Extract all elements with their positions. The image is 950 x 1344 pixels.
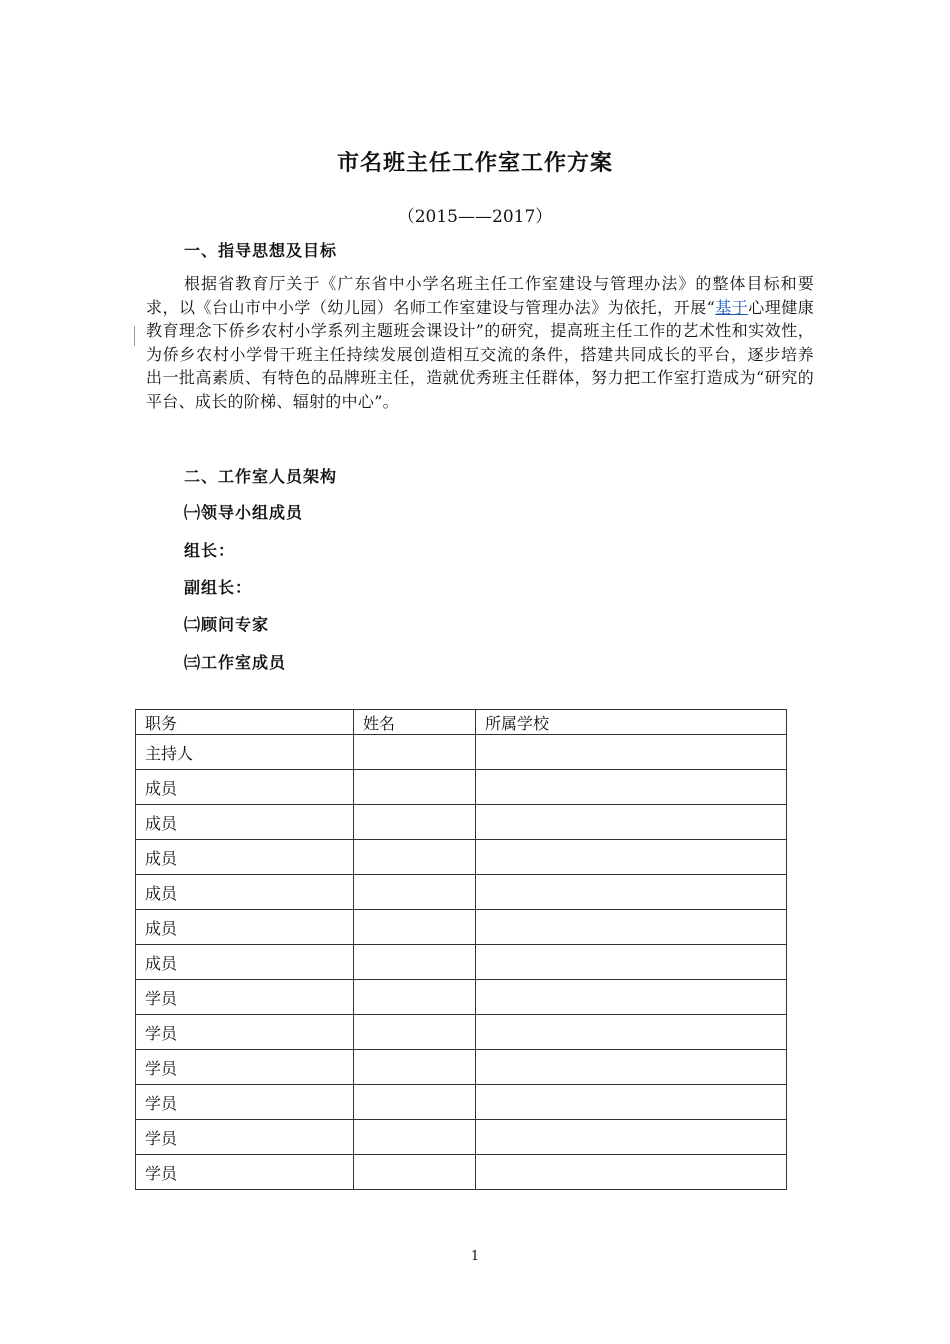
cell-name[interactable] xyxy=(354,980,476,1015)
cell-role: 学员 xyxy=(136,1015,354,1050)
cell-name[interactable] xyxy=(354,910,476,945)
cell-name[interactable] xyxy=(354,1155,476,1190)
cell-role: 成员 xyxy=(136,805,354,840)
hyperlink-jiyu[interactable]: 基于 xyxy=(715,297,749,317)
cell-school[interactable] xyxy=(476,1015,787,1050)
cell-role: 主持人 xyxy=(136,735,354,770)
cell-school[interactable] xyxy=(476,910,787,945)
subheading-advisory-experts: ㈡顾问专家 xyxy=(184,615,270,634)
cell-name[interactable] xyxy=(354,1050,476,1085)
revision-margin-mark xyxy=(134,326,135,346)
table-row xyxy=(136,980,787,1015)
cell-school[interactable] xyxy=(476,1155,787,1190)
cell-school[interactable] xyxy=(476,875,787,910)
subheading-leadership-group: ㈠领导小组成员 xyxy=(184,503,304,522)
table-row xyxy=(136,1085,787,1120)
cell-role: 成员 xyxy=(136,840,354,875)
label-vice-group-leader: 副组长： xyxy=(184,578,253,597)
table-header-row xyxy=(136,710,787,735)
cell-role: 学员 xyxy=(136,1120,354,1155)
guiding-ideology-paragraph xyxy=(146,272,814,414)
table-header-cell: 所属学校 xyxy=(476,710,787,735)
cell-school[interactable] xyxy=(476,1050,787,1085)
table-row xyxy=(136,1155,787,1190)
cell-role: 学员 xyxy=(136,1155,354,1190)
table-header-cell: 职务 xyxy=(136,710,354,735)
cell-name[interactable] xyxy=(354,1085,476,1120)
document-title: 市名班主任工作室工作方案 xyxy=(336,150,613,176)
section-heading-staff-structure: 二、工作室人员架构 xyxy=(184,467,338,486)
cell-name[interactable] xyxy=(354,805,476,840)
table-row xyxy=(136,1015,787,1050)
section-heading-guiding-ideology: 一、指导思想及目标 xyxy=(184,241,338,260)
cell-school[interactable] xyxy=(476,805,787,840)
table-row xyxy=(136,770,787,805)
subheading-studio-members: ㈢工作室成员 xyxy=(184,653,287,672)
cell-name[interactable] xyxy=(354,770,476,805)
cell-name[interactable] xyxy=(354,945,476,980)
cell-role: 学员 xyxy=(136,1085,354,1120)
document-subtitle: （2015——2017） xyxy=(397,207,553,227)
table-row xyxy=(136,735,787,770)
paragraph-text-after: 心理健康教育理念下侨乡农村小学系列主题班会课设计”的研究，提高班主任工作的艺术性和实效性，为侨乡农村小学骨干班主任持续发展创造相互交流的条件，搭建共同成长的平台，逐步培养出一批高素质、有特色的品牌班主任，造就优秀班主任群体，努力把工作室打造成为“研究的平台、成长的阶梯、辐射的中心”。 xyxy=(146,297,814,411)
table-row xyxy=(136,805,787,840)
table-row xyxy=(136,840,787,875)
cell-name[interactable] xyxy=(354,735,476,770)
cell-name[interactable] xyxy=(354,875,476,910)
cell-role: 学员 xyxy=(136,1050,354,1085)
cell-role: 学员 xyxy=(136,980,354,1015)
cell-name[interactable] xyxy=(354,1015,476,1050)
table-row xyxy=(136,1120,787,1155)
cell-school[interactable] xyxy=(476,840,787,875)
cell-school[interactable] xyxy=(476,945,787,980)
studio-members-table xyxy=(135,709,787,1190)
cell-role: 成员 xyxy=(136,770,354,805)
cell-school[interactable] xyxy=(476,735,787,770)
cell-name[interactable] xyxy=(354,840,476,875)
cell-role: 成员 xyxy=(136,910,354,945)
cell-school[interactable] xyxy=(476,770,787,805)
table-row xyxy=(136,945,787,980)
table-header-cell: 姓名 xyxy=(354,710,476,735)
paragraph-text-before: 根据省教育厅关于《广东省中小学名班主任工作室建设与管理办法》的整体目标和要求，以《台山市中小学（幼儿园）名师工作室建设与管理办法》为依托，开展“ xyxy=(146,274,814,317)
cell-role: 成员 xyxy=(136,945,354,980)
cell-school[interactable] xyxy=(476,980,787,1015)
cell-role: 成员 xyxy=(136,875,354,910)
label-group-leader: 组长： xyxy=(184,541,236,560)
cell-school[interactable] xyxy=(476,1085,787,1120)
table-row xyxy=(136,875,787,910)
cell-school[interactable] xyxy=(476,1120,787,1155)
table-row xyxy=(136,910,787,945)
table-row xyxy=(136,1050,787,1085)
page-number: 1 xyxy=(470,1249,480,1264)
cell-name[interactable] xyxy=(354,1120,476,1155)
